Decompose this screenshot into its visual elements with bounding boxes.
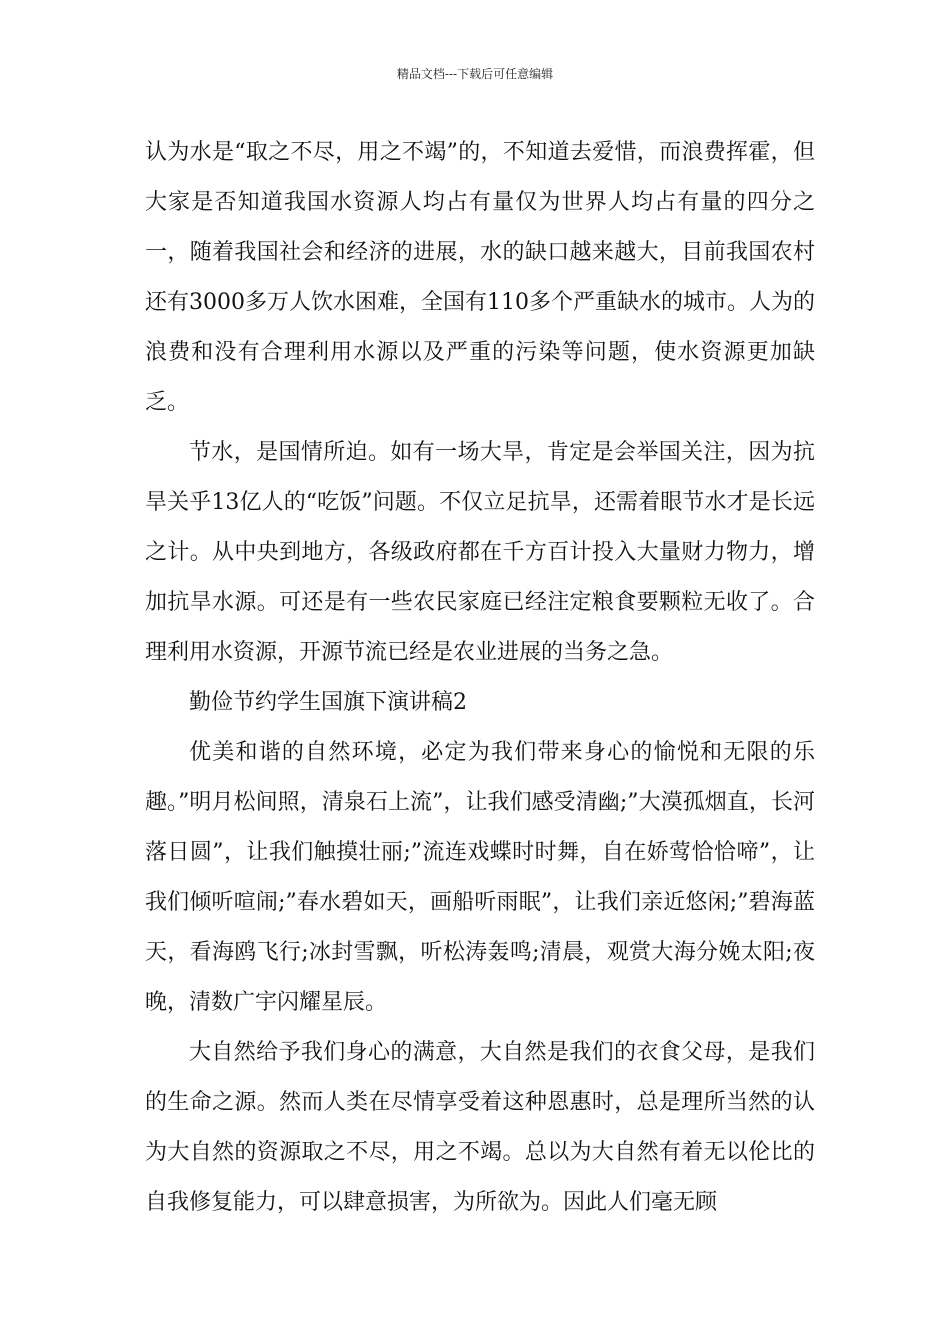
section-title: 勤俭节约学生国旗下演讲稿2: [189, 690, 467, 715]
paragraph-nature-resources: 大自然给予我们身心的满意，大自然是我们的衣食父母，是我们的生命之源。然而人类在尽情享受着这种恩惠时，总是理所当然的认为大自然的资源取之不尽，用之不竭。总以为大自然有着无以伦比的自我修复能力，可以肆意损害，为所欲为。因此人们毫无顾: [145, 1040, 815, 1215]
page-header: 精品文档---下载后可任意编辑: [396, 67, 554, 81]
paragraph-water-saving: 节水，是国情所迫。如有一场大旱，肯定是会举国关注，因为抗旱关乎13亿人的“吃饭”问题。不仅立足抗旱，还需着眼节水才是长远之计。从中央到地方，各级政府都在千方百计投入大量财力物力，增加抗旱水源。可还是有一些农民家庭已经注定粮食要颗粒无收了。合理利用水资源，开源节流已经是农业进展的当务之急。: [145, 440, 815, 665]
document-body: [145, 128, 815, 1228]
paragraph-nature-beauty: 优美和谐的自然环境，必定为我们带来身心的愉悦和无限的乐趣。”明月松间照，清泉石上流”，让我们感受清幽;”大漠孤烟直，长河落日圆”，让我们触摸壮丽;”流连戏蝶时时舞，自在娇莺恰恰啼”，让我们倾听喧闹;”春水碧如天，画船听雨眠”，让我们亲近悠闲;”碧海蓝天，看海鸥飞行;冰封雪飘，听松涛轰鸣;清晨，观赏大海分娩太阳;夜晚，清数广宇闪耀星辰。: [145, 740, 815, 1015]
paragraph-water-waste: 认为水是“取之不尽，用之不竭”的，不知道去爱惜，而浪费挥霍，但大家是否知道我国水资源人均占有量仅为世界人均占有量的四分之一，随着我国社会和经济的进展，水的缺口越来越大，目前我国农村还有3000多万人饮水困难，全国有110多个严重缺水的城市。人为的浪费和没有合理利用水源以及严重的污染等问题，使水资源更加缺乏。: [145, 140, 815, 415]
